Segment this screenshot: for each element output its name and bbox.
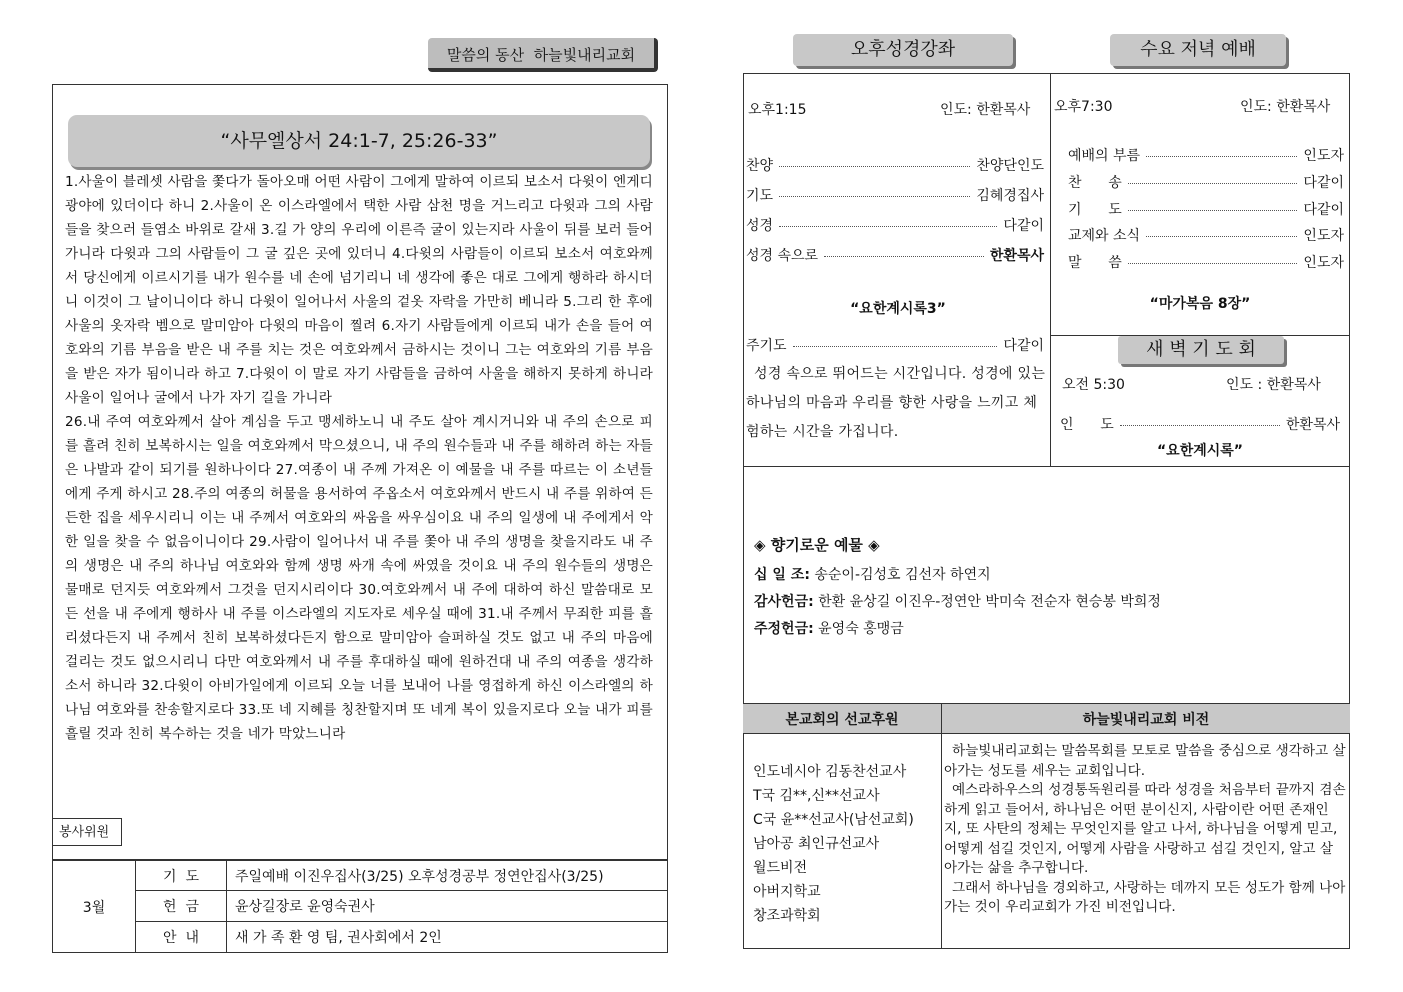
offering-names: 윤영숙 홍맹금 bbox=[818, 621, 904, 637]
afternoon-item bbox=[746, 185, 1044, 205]
vision-paragraph: 그래서 하나님을 경외하고, 사랑하는 데까지 모든 성도가 함께 나아가는 것이 우리교회가 가진 비전입니다. bbox=[944, 879, 1346, 915]
dot-leader bbox=[1128, 183, 1298, 184]
item-value: 김혜경집사 bbox=[976, 188, 1044, 204]
church-header bbox=[428, 38, 658, 72]
scripture-text bbox=[65, 170, 653, 746]
vision-text bbox=[944, 742, 1346, 918]
wednesday-title: 수요 저녁 예배 bbox=[1140, 39, 1256, 60]
dot-leader bbox=[779, 226, 997, 227]
item-label: 기 도 bbox=[1068, 202, 1122, 218]
sermon-title: “사무엘상서 24:1-7, 25:26-33” bbox=[220, 130, 498, 152]
item-label: 예배의 부름 bbox=[1068, 148, 1141, 164]
item-value: 다같이 bbox=[1303, 175, 1344, 191]
roster-label-cell: 헌 금 bbox=[136, 891, 227, 922]
dawn-title: 새 벽 기 도 회 bbox=[1146, 339, 1256, 360]
offering-names: 한환 윤상길 이진우-정연안 박미숙 전순자 현승봉 박희정 bbox=[818, 594, 1161, 610]
roster-label-cell: 기 도 bbox=[136, 861, 227, 891]
offering-names: 송순이-김성호 김선자 하연지 bbox=[814, 567, 991, 583]
roster-value-cell: 새 가 족 환 영 팀, 권사회에서 2인 bbox=[227, 922, 668, 953]
dawn-passage: “요한계시록” bbox=[1156, 443, 1244, 459]
item-label: 말 씀 bbox=[1068, 255, 1122, 271]
dot-leader bbox=[1128, 263, 1298, 264]
mission-item: T국 김**,신**선교사 bbox=[753, 788, 880, 804]
afternoon-passage: “요한계시록3” bbox=[850, 301, 946, 317]
item-label: 인 도 bbox=[1060, 417, 1114, 433]
wednesday-leader: 인도: 한환목사 bbox=[1240, 99, 1331, 115]
dot-leader bbox=[824, 256, 984, 257]
dawn-item bbox=[1060, 414, 1340, 434]
item-value: 찬양단인도 bbox=[976, 158, 1044, 174]
item-label: 성경 속으로 bbox=[746, 248, 819, 264]
offering-label: 주정헌금: bbox=[754, 621, 814, 637]
vision-paragraph: 하늘빛내리교회는 말씀목회를 모토로 말씀을 중심으로 생각하고 살아가는 성도를 세우는 교회입니다. bbox=[944, 743, 1346, 779]
roster-row bbox=[53, 861, 668, 891]
dot-leader bbox=[1146, 156, 1297, 157]
afternoon-item bbox=[746, 155, 1044, 175]
mission-item: 창조과학회 bbox=[753, 908, 821, 924]
afternoon-leader: 인도: 한환목사 bbox=[940, 102, 1031, 118]
item-value: 인도자 bbox=[1303, 255, 1344, 271]
item-value: 한환목사 bbox=[1285, 417, 1340, 433]
dot-leader bbox=[779, 196, 970, 197]
wednesday-time: 오후7:30 bbox=[1054, 99, 1113, 115]
missions-heading: 본교회의 선교후원 bbox=[785, 712, 899, 728]
item-label: 찬양 bbox=[746, 158, 774, 174]
item-label: 주기도 bbox=[746, 338, 787, 354]
scripture-paragraph-1: 1.사울이 블레셋 사람을 쫓다가 돌아오매 어떤 사람이 그에게 말하여 이르되 보소서 다윗이 엔게디 광야에 있더이다 하니 2.사울이 온 이스라엘에서 택한 사람 삼천 명을 거느리고 다윗과 그의 사람들을 찾으러 들염소 바위로 갈새 3.길 가 양의 우리에 이른즉 굴이 있는지라 사울이 뒤를 보러 들어가니라 다윗과 그의 사람들이 그 굴 깊은 곳에 있더니 4.다윗의 사람들이 이르되 보소서 여호와께서 당신에게 이르시기를 내가 원수를 네 손에 넘기리니 네 생각에 좋은 대로 그에게 행하라 하시더니 이것이 그 날이니이다 하니 다윗이 일어나서 사울의 겉옷 자락을 가만히 베니라 5.그리 한 후에 사울의 옷자락 벰으로 말미암아 다윗의 마음이 찔려 6.자기 사람들에게 이르되 내가 손을 들어 여호와의 기름 부음을 받은 내 주를 치는 것은 여호와께서 금하시는 것이니 그는 여호와의 기름 부음을 받은 자가 됨이니라 하고 7.다윗이 이 말로 자기 사람들을 금하여 사울을 해하지 못하게 하니라 사울이 일어나 굴에서 나가 자기 길을 가니라 bbox=[65, 174, 653, 406]
afternoon-title-banner bbox=[793, 34, 1013, 66]
item-value: 인도자 bbox=[1303, 148, 1344, 164]
offering-label: 감사헌금: bbox=[754, 594, 814, 610]
item-value: 한환목사 bbox=[989, 248, 1044, 264]
section-divider bbox=[743, 466, 1350, 467]
column-divider bbox=[1050, 73, 1051, 466]
offering-row bbox=[754, 564, 991, 584]
vision-paragraph: 예스라하우스의 성경통독원리를 따라 성경을 처음부터 끝까지 겸손하게 읽고 들어서, 하나님은 어떤 분이신지, 사람이란 어떤 존재인지, 또 사탄의 정체는 무엇인지를 알고 나서, 하나님을 어떻게 믿고, 어떻게 섬길 것인지, 어떻게 사람을 사랑하고 섬길 것인지, 알고 살아가는 삶을 추구합니다. bbox=[944, 782, 1346, 876]
wednesday-item bbox=[1068, 225, 1344, 245]
item-label: 기도 bbox=[746, 188, 774, 204]
roster-row bbox=[53, 922, 668, 953]
roster-value-cell: 주일예배 이진우집사(3/25) 오후성경공부 정연안집사(3/25) bbox=[227, 861, 668, 891]
dot-leader bbox=[779, 166, 970, 167]
afternoon-time: 오후1:15 bbox=[748, 102, 807, 118]
dawn-title-banner bbox=[1118, 336, 1284, 364]
afternoon-description: 성경 속으로 뛰어드는 시간입니다. 성경에 있는 하나님의 마음과 우리를 향한 사랑을 느끼고 체험하는 시간을 가집니다. bbox=[746, 366, 1046, 440]
offering-row bbox=[754, 591, 1161, 611]
roster-label-cell: 안 내 bbox=[136, 922, 227, 953]
dawn-time: 오전 5:30 bbox=[1062, 377, 1125, 393]
wednesday-item bbox=[1068, 145, 1344, 165]
roster-value-cell: 윤상길장로 윤영숙권사 bbox=[227, 891, 668, 922]
item-value: 다같이 bbox=[1003, 218, 1044, 234]
item-label: 성경 bbox=[746, 218, 774, 234]
roster-row bbox=[53, 891, 668, 922]
item-value: 다같이 bbox=[1003, 338, 1044, 354]
offering-label: 십 일 조: bbox=[754, 567, 810, 583]
item-value: 인도자 bbox=[1303, 228, 1344, 244]
roster-month: 3월 bbox=[53, 861, 136, 953]
mission-item: C국 윤**선교사(남선교회) bbox=[753, 812, 914, 828]
roster-table bbox=[52, 860, 668, 953]
wednesday-item bbox=[1068, 199, 1344, 219]
mission-item: 인도네시아 김동찬선교사 bbox=[753, 764, 907, 780]
vision-heading: 하늘빛내리교회 비전 bbox=[1082, 712, 1210, 728]
church-name: 말씀의 동산 하늘빛내리교회 bbox=[446, 46, 636, 64]
afternoon-item bbox=[746, 245, 1044, 265]
dot-leader bbox=[1146, 236, 1297, 237]
dawn-leader: 인도 : 한환목사 bbox=[1226, 377, 1321, 393]
afternoon-item bbox=[746, 215, 1044, 235]
wednesday-item bbox=[1068, 252, 1344, 272]
scripture-paragraph-2: 26.내 주여 여호와께서 살아 계심을 두고 맹세하노니 내 주도 살아 계시거니와 내 주의 손으로 피를 흘려 친히 보복하시는 일을 여호와께서 막으셨으니, 내 주의 원수들과 내 주를 해하려 하는 자들은 나발과 같이 되기를 원하나이다 27.여종이 내 주께 가져온 이 예물을 내 주를 따르는 이 소년들에게 주게 하시고 28.주의 여종의 허물을 용서하여 주옵소서 여호와께서 반드시 내 주를 위하여 든든한 집을 세우시리니 이는 내 주께서 여호와의 싸움을 싸우심이요 내 주의 일생에 내 주에게서 악한 일을 찾을 수 없음이니이다 29.사람이 일어나서 내 주를 쫓아 내 주의 생명을 찾을지라도 내 주의 생명은 내 주의 하나님 여호와와 함께 생명 싸개 속에 싸였을 것이요 내 주의 원수들의 생명은 물매로 던지듯 여호와께서 그것을 던지시리이다 30.여호와께서 내 주에 대하여 하신 말씀대로 모든 선을 내 주에게 행하사 내 주를 이스라엘의 지도자로 세우실 때에 31.내 주께서 무죄한 피를 흘리셨다든지 내 주께서 친히 보복하셨다든지 함으로 말미암아 슬퍼하실 것도 없고 내 주의 마음에 걸리는 것도 없으시리니 다만 여호와께서 내 주를 후대하실 때에 원하건대 내 주의 여종을 생각하소서 하니라 32.다윗이 아비가일에게 이르되 오늘 너를 보내어 나를 영접하게 하신 이스라엘의 하나님 여호와를 찬송할지로다 33.또 네 지혜를 칭찬할지며 또 네게 복이 있을지로다 오늘 내가 피를 흘릴 것과 친히 복수하는 것을 네가 막았느니라 bbox=[65, 414, 653, 742]
offerings-heading: ◈ 향기로운 예물 ◈ bbox=[754, 536, 880, 554]
missions-divider bbox=[941, 703, 942, 949]
mission-item: 아버지학교 bbox=[753, 884, 821, 900]
item-label: 찬 송 bbox=[1068, 175, 1122, 191]
wednesday-item bbox=[1068, 172, 1344, 192]
wednesday-title-banner bbox=[1110, 34, 1286, 66]
missions-list bbox=[753, 760, 914, 928]
dot-leader bbox=[1120, 425, 1280, 426]
dot-leader bbox=[793, 346, 998, 347]
sermon-title-banner bbox=[68, 115, 650, 167]
mission-item: 월드비전 bbox=[753, 860, 808, 876]
mission-item: 남아공 최인규선교사 bbox=[753, 836, 880, 852]
roster-label-text: 봉사위원 bbox=[59, 825, 110, 840]
offering-row bbox=[754, 618, 904, 638]
dot-leader bbox=[1128, 210, 1298, 211]
afternoon-title: 오후성경강좌 bbox=[850, 39, 956, 60]
item-label: 교제와 소식 bbox=[1068, 228, 1141, 244]
wednesday-passage: “마가복음 8장” bbox=[1149, 296, 1251, 312]
roster-label bbox=[52, 818, 122, 846]
afternoon-prayer bbox=[746, 335, 1044, 355]
item-value: 다같이 bbox=[1303, 202, 1344, 218]
